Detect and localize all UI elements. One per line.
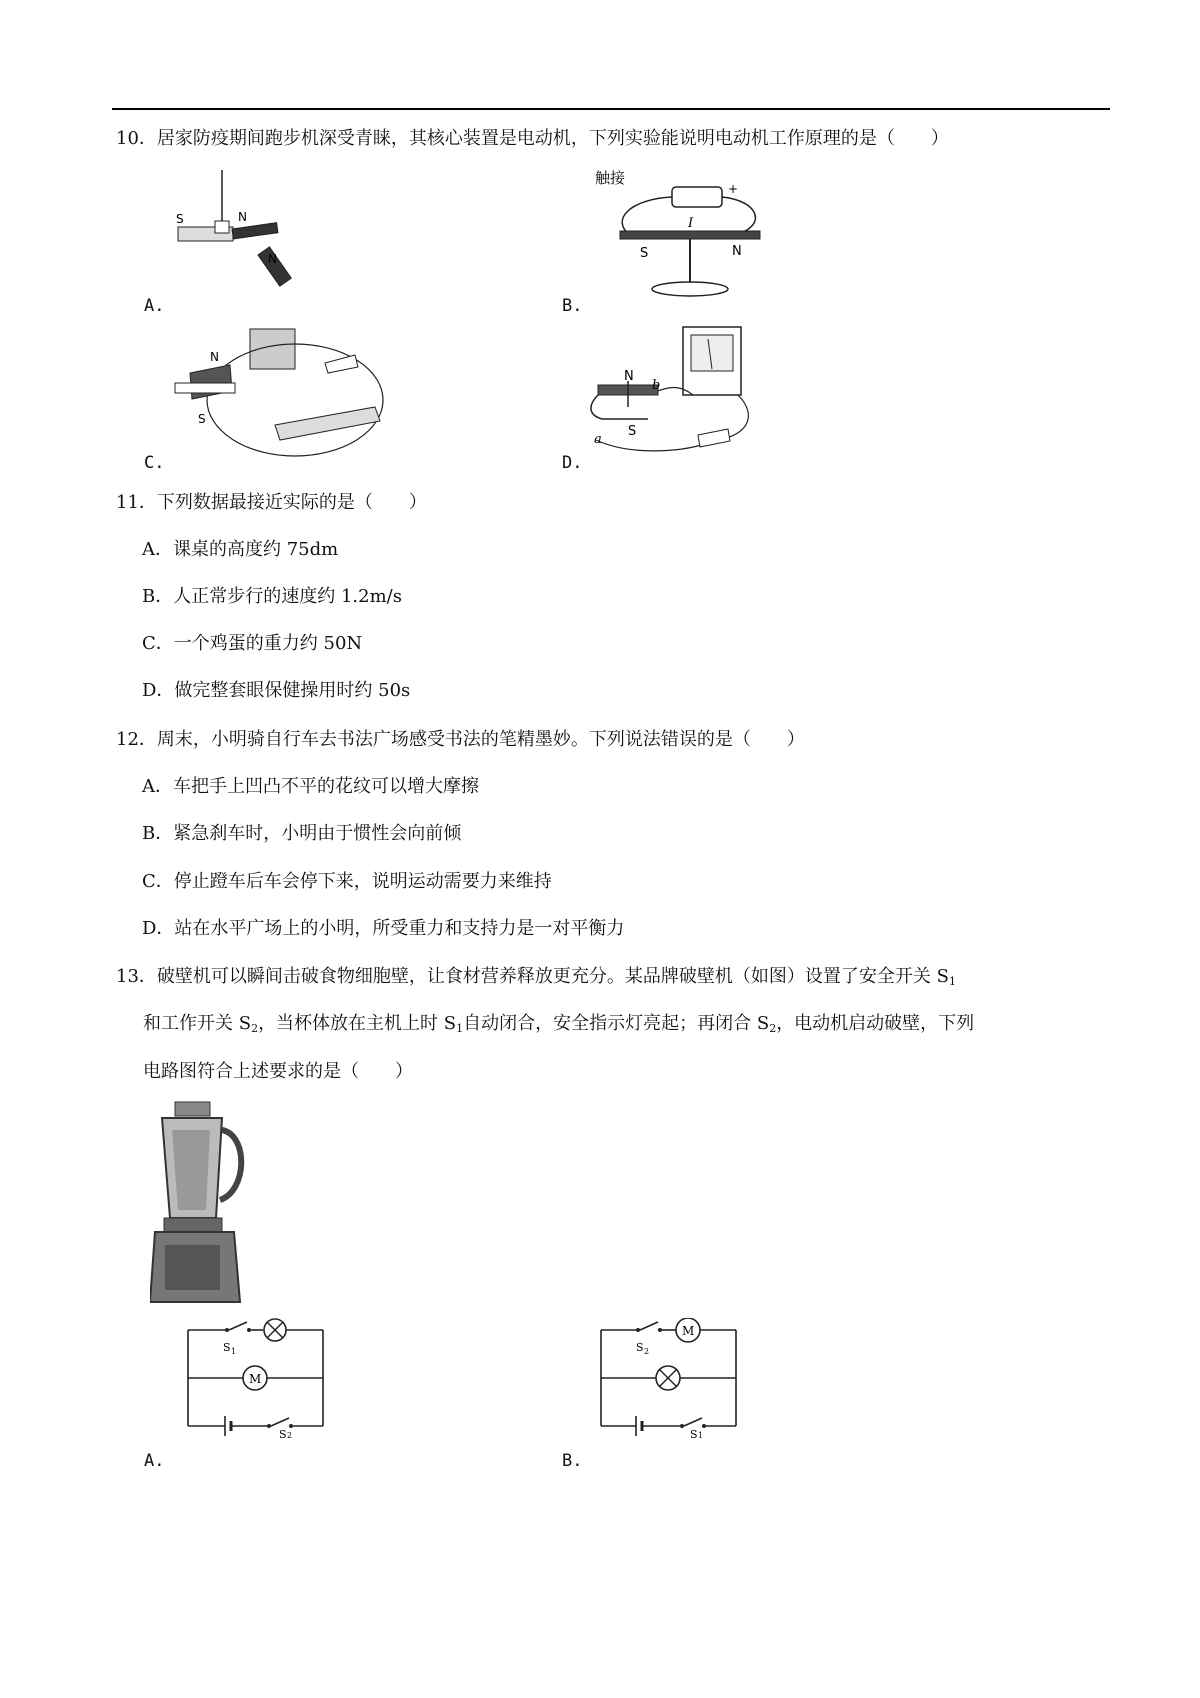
- q13-option-a: A.: [144, 1451, 165, 1471]
- q13-line-2-sub-a: 2: [251, 1022, 259, 1035]
- fig-a-s-label: S: [176, 212, 184, 226]
- circuit-a-s2-sub: 2: [287, 1431, 293, 1438]
- fig-b-s-label: S: [640, 246, 649, 261]
- q12-option-d: D．站在水平广场上的小明，所受重力和支持力是一对平衡力: [142, 918, 625, 939]
- q13-line-2-part-b: ，当杯体放在主机上时 S: [258, 1013, 457, 1034]
- q10-figure-d: [588, 325, 763, 465]
- q13-line-1-text: 13．破壁机可以瞬间击破食物细胞壁，让食材营养释放更充分。某品牌破壁机（如图）设置了安全开关 S: [116, 966, 949, 987]
- fig-b-current-label: I: [688, 216, 694, 231]
- q13-circuit-b: [598, 1318, 743, 1438]
- fig-b-plus-label: +: [728, 182, 739, 196]
- q11-option-a: A．课桌的高度约 75dm: [142, 539, 339, 560]
- fig-b-n-label: N: [732, 244, 742, 259]
- circuit-a-s2-label: S: [279, 1428, 287, 1438]
- circuit-b-motor-label: M: [682, 1324, 695, 1338]
- q11-option-d: D．做完整套眼保健操用时约 50s: [142, 680, 411, 701]
- q13-line-3: 电路图符合上述要求的是（ ）: [143, 1061, 413, 1082]
- fig-d-s-label: S: [628, 424, 637, 439]
- fig-d-b-label: b: [652, 378, 661, 393]
- q10-figure-a: [170, 165, 320, 295]
- q10-option-a: A.: [144, 296, 165, 316]
- q13-line-2: [143, 1011, 974, 1042]
- fig-d-n-label: N: [624, 369, 634, 384]
- circuit-a-motor-label: M: [249, 1372, 262, 1386]
- q13-circuit-a: [185, 1318, 330, 1438]
- fig-c-s-label: S: [198, 412, 206, 426]
- circuit-a-s1-label: S: [223, 1341, 231, 1354]
- fig-c-n-label: N: [210, 350, 219, 364]
- q11-option-b: B．人正常步行的速度约 1.2m/s: [142, 586, 402, 607]
- fig-a-n2-label: N: [268, 252, 277, 266]
- q13-line-2-part-d: ，电动机启动破壁，下列: [776, 1013, 975, 1034]
- circuit-a-s1-sub: 1: [231, 1347, 237, 1356]
- circuit-b-s1-label: S: [690, 1428, 698, 1438]
- q13-line-2-sub-c: 2: [769, 1022, 777, 1035]
- q13-line-2-part-a: 和工作开关 S: [143, 1013, 252, 1034]
- q12-option-a: A．车把手上凹凸不平的花纹可以增大摩擦: [142, 776, 479, 797]
- q13-line-1: [116, 964, 956, 995]
- header-rule: [112, 108, 1110, 110]
- q10-stem: 10．居家防疫期间跑步机深受青睐，其核心装置是电动机，下列实验能说明电动机工作原理的是（ ）: [116, 128, 949, 149]
- q12-option-c: C．停止蹬车后车会停下来，说明运动需要力来维持: [142, 871, 552, 892]
- q12-option-b: B．紧急刹车时，小明由于惯性会向前倾: [142, 823, 462, 844]
- q13-line-2-sub-b: 1: [456, 1022, 464, 1035]
- q10-option-c: C.: [144, 453, 165, 473]
- q11-option-c: C．一个鸡蛋的重力约 50N: [142, 633, 363, 654]
- circuit-b-s1-sub: 1: [698, 1431, 704, 1438]
- blender-image: [150, 1100, 250, 1305]
- q10-figure-b: [590, 165, 780, 300]
- q10-option-d: D.: [562, 453, 583, 473]
- q10-option-b: B.: [562, 296, 583, 316]
- q13-line-2-part-c: 自动闭合，安全指示灯亮起；再闭合 S: [463, 1013, 770, 1034]
- circuit-b-s2-label: S: [636, 1341, 644, 1354]
- circuit-b-s2-sub: 2: [644, 1347, 650, 1356]
- q13-line-1-sub: 1: [948, 975, 956, 988]
- fig-a-n-label: N: [238, 210, 247, 224]
- q11-stem: 11．下列数据最接近实际的是（ ）: [116, 492, 427, 513]
- q12-stem: 12．周末，小明骑自行车去书法广场感受书法的笔精墨妙。下列说法错误的是（ ）: [116, 729, 805, 750]
- fig-b-touch-label: 触接: [595, 169, 626, 187]
- q13-option-b: B.: [562, 1451, 583, 1471]
- fig-d-a-label: a: [594, 432, 602, 447]
- q10-figure-c: [170, 325, 400, 460]
